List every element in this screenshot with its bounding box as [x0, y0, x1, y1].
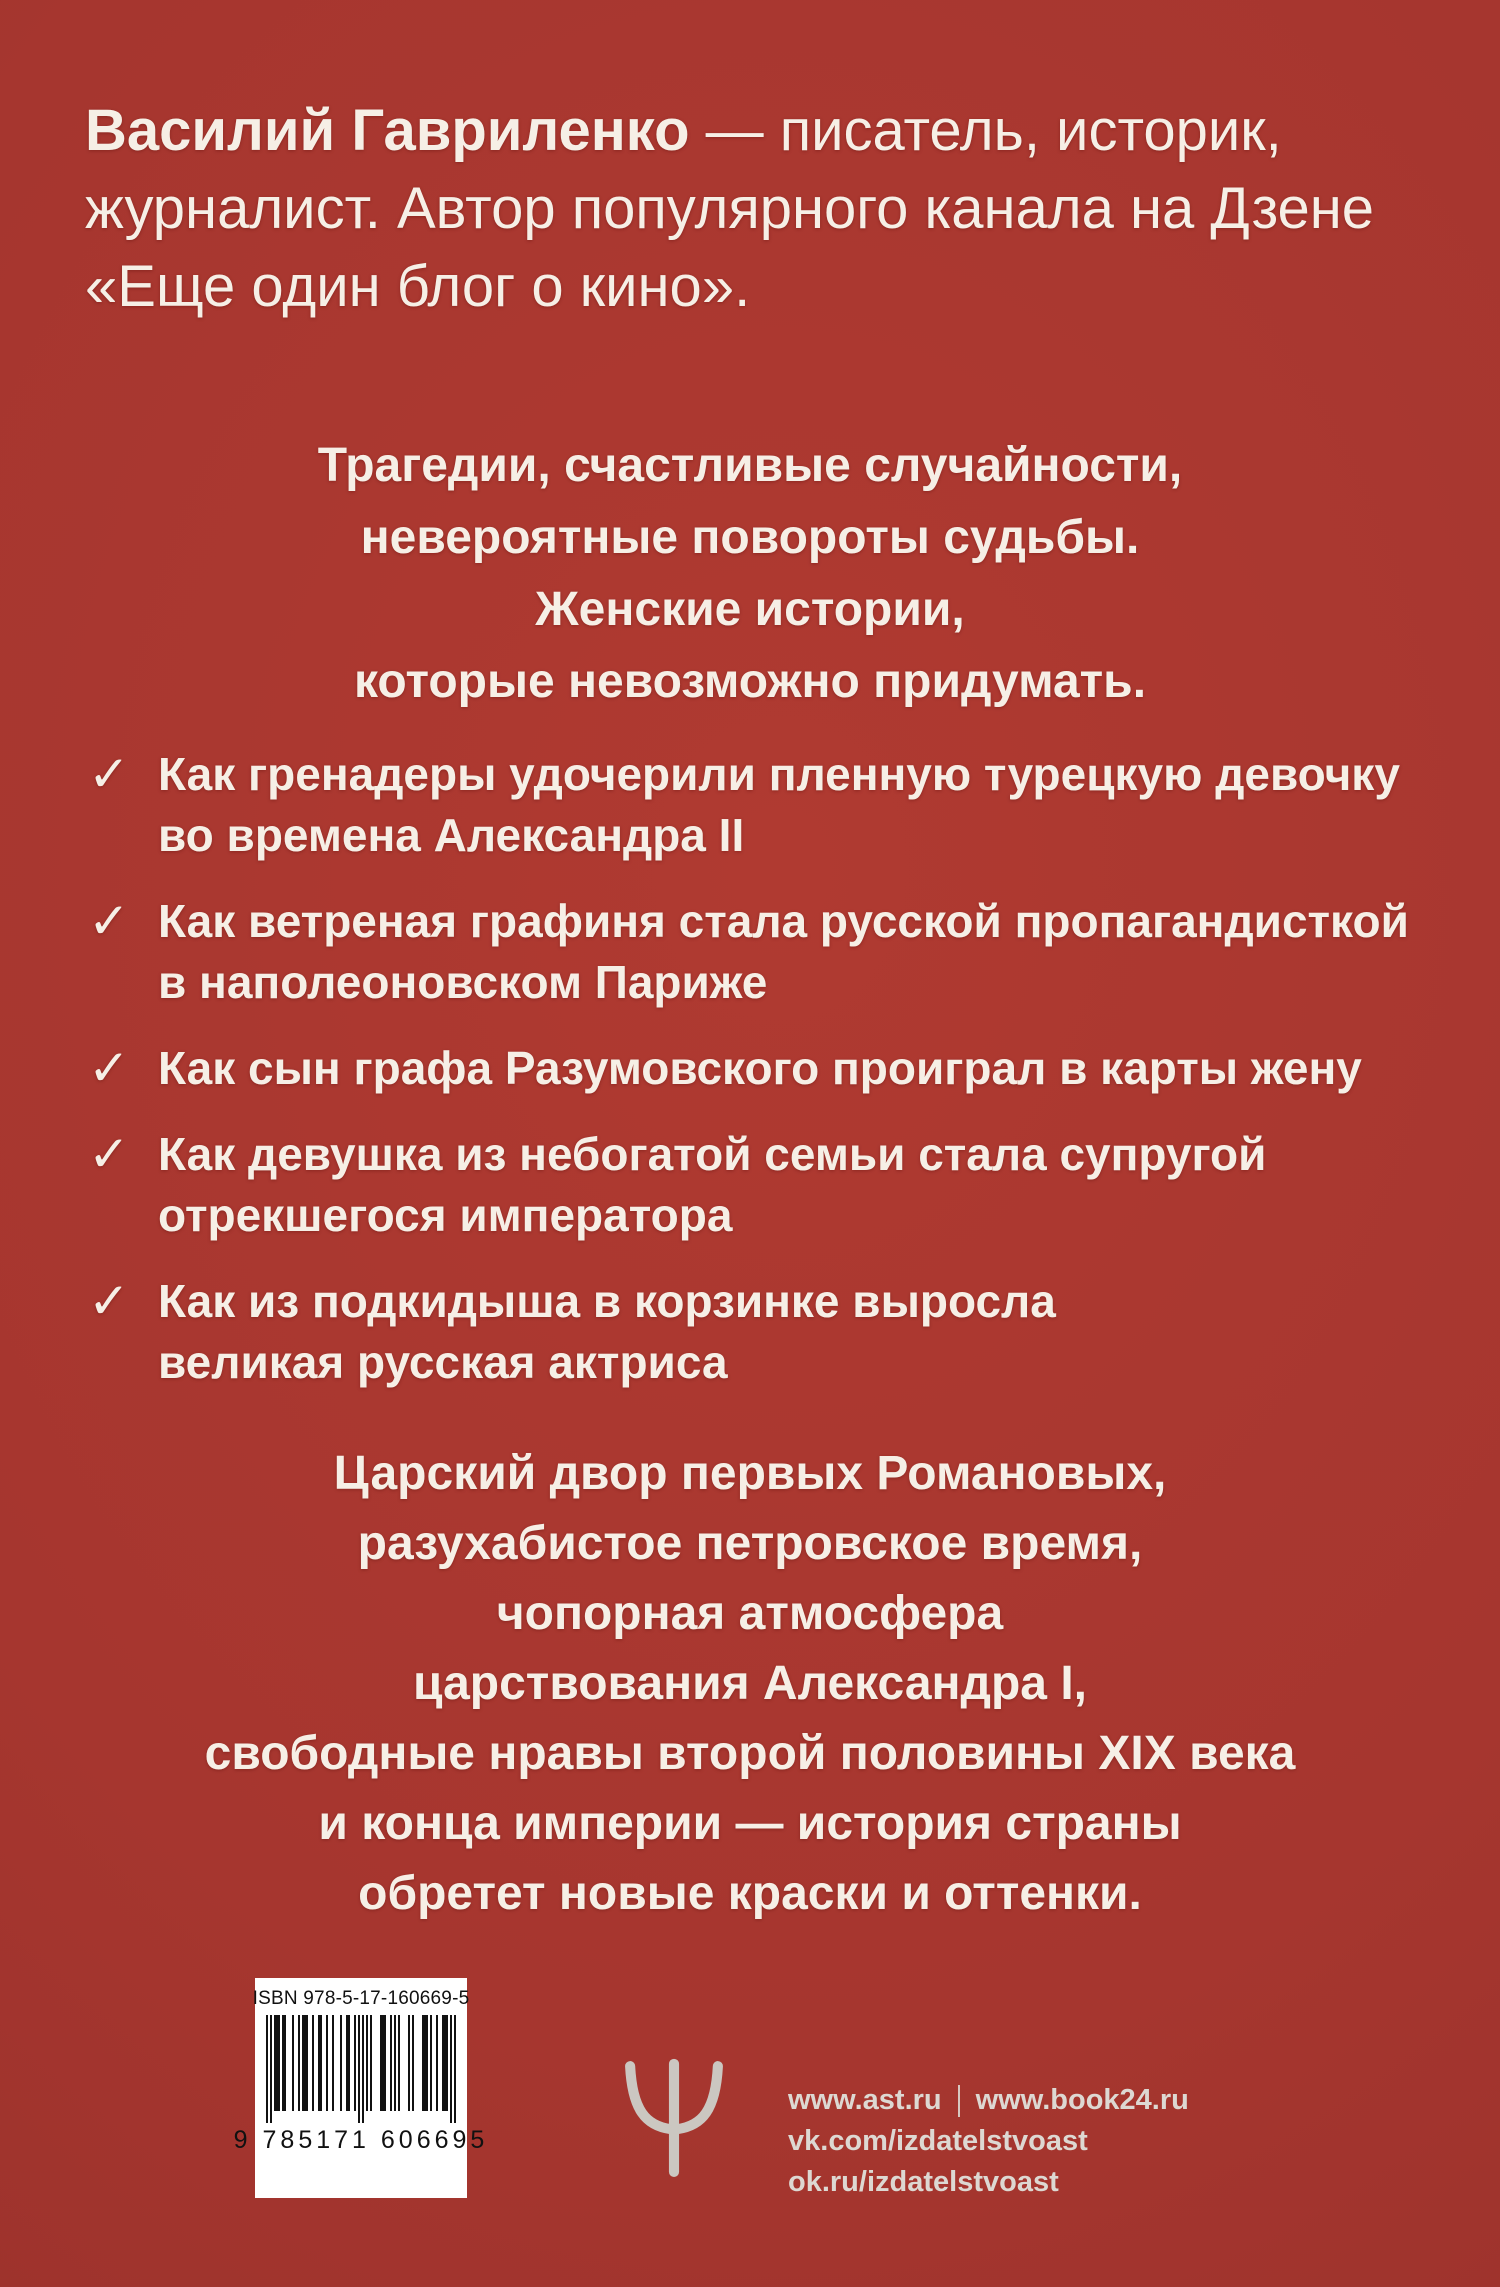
outro-line: свободные нравы второй половины XIX века: [204, 1727, 1296, 1780]
barcode-bars: [266, 2015, 456, 2123]
list-item-line: Как девушка из небогатой семьи стала супругой: [158, 1128, 1267, 1180]
list-item-text: [158, 1124, 1266, 1246]
author-block: [0, 0, 1500, 326]
outro-line: обретет новые краски и оттенки.: [358, 1867, 1142, 1920]
list-item-line: отрекшегося императора: [158, 1189, 733, 1241]
list-item-line: Как гренадеры удочерили пленную турецкую девочку: [158, 748, 1400, 800]
checkmark-icon: ✓: [88, 746, 130, 802]
author-line-3: «Еще один блог о кино».: [85, 254, 751, 319]
barcode-digits: 9 785171 606695: [233, 2126, 489, 2154]
list-item: [88, 744, 1440, 866]
list-item-text: [158, 1271, 1056, 1393]
link-vk: vk.com/izdatelstvoast: [788, 2125, 1088, 2157]
list-item-line: Как сын графа Разумовского проиграл в карты жену: [158, 1042, 1362, 1094]
intro-line: Трагедии, счастливые случайности,: [317, 439, 1183, 492]
isbn-barcode: [233, 1978, 489, 2198]
list-item: [88, 1271, 1440, 1393]
intro-line: Женские истории,: [535, 583, 965, 636]
author-line-2: журналист. Автор популярного канала на Дзене: [85, 176, 1375, 241]
list-item: [88, 1038, 1440, 1099]
outro-line: и конца империи — история страны: [318, 1797, 1182, 1850]
checkmark-icon: ✓: [88, 1126, 130, 1182]
author-name: Василий Гавриленко: [85, 98, 690, 163]
author-line1-rest: — писатель, историк,: [689, 98, 1282, 163]
checkmark-icon: ✓: [88, 893, 130, 949]
isbn-label: ISBN 978-5-17-160669-5: [252, 1988, 470, 2009]
list-item-line: в наполеоновском Париже: [158, 956, 768, 1008]
list-item-line: Как из подкидыша в корзинке выросла: [158, 1275, 1056, 1327]
intro-block: [0, 430, 1500, 718]
link-ok: ok.ru/izdatelstvoast: [788, 2166, 1059, 2198]
list-item-text: [158, 744, 1400, 866]
list-item: [88, 891, 1440, 1013]
checklist: [88, 744, 1440, 1393]
publisher-links: [788, 2080, 1189, 2203]
list-item-line: во времена Александра II: [158, 809, 745, 861]
intro-line: невероятные повороты судьбы.: [360, 511, 1140, 564]
ast-publisher-logo-icon: [614, 2056, 734, 2182]
checkmark-icon: ✓: [88, 1273, 130, 1329]
link-ast: www.ast.ru: [788, 2084, 942, 2116]
publisher-links-row-3: [788, 2162, 1189, 2203]
link-separator: [958, 2085, 960, 2117]
list-item-line: великая русская актриса: [158, 1336, 728, 1388]
outro-block: [0, 1439, 1500, 1929]
outro-line: разухабистое петровское время,: [357, 1517, 1143, 1570]
list-item-text: [158, 891, 1409, 1013]
outro-line: царствования Александра I,: [413, 1657, 1087, 1710]
author-line-1: [85, 92, 1430, 170]
intro-line: которые невозможно придумать.: [353, 655, 1147, 708]
outro-line: чопорная атмосфера: [496, 1587, 1004, 1640]
publisher-links-row-1: [788, 2080, 1189, 2121]
checkmark-icon: ✓: [88, 1040, 130, 1096]
link-book24: www.book24.ru: [975, 2084, 1189, 2116]
list-item-line: Как ветреная графиня стала русской пропагандисткой: [158, 895, 1409, 947]
outro-line: Царский двор первых Романовых,: [333, 1447, 1167, 1500]
publisher-links-row-2: [788, 2121, 1189, 2162]
list-item-text: [158, 1038, 1362, 1099]
list-item: [88, 1124, 1440, 1246]
